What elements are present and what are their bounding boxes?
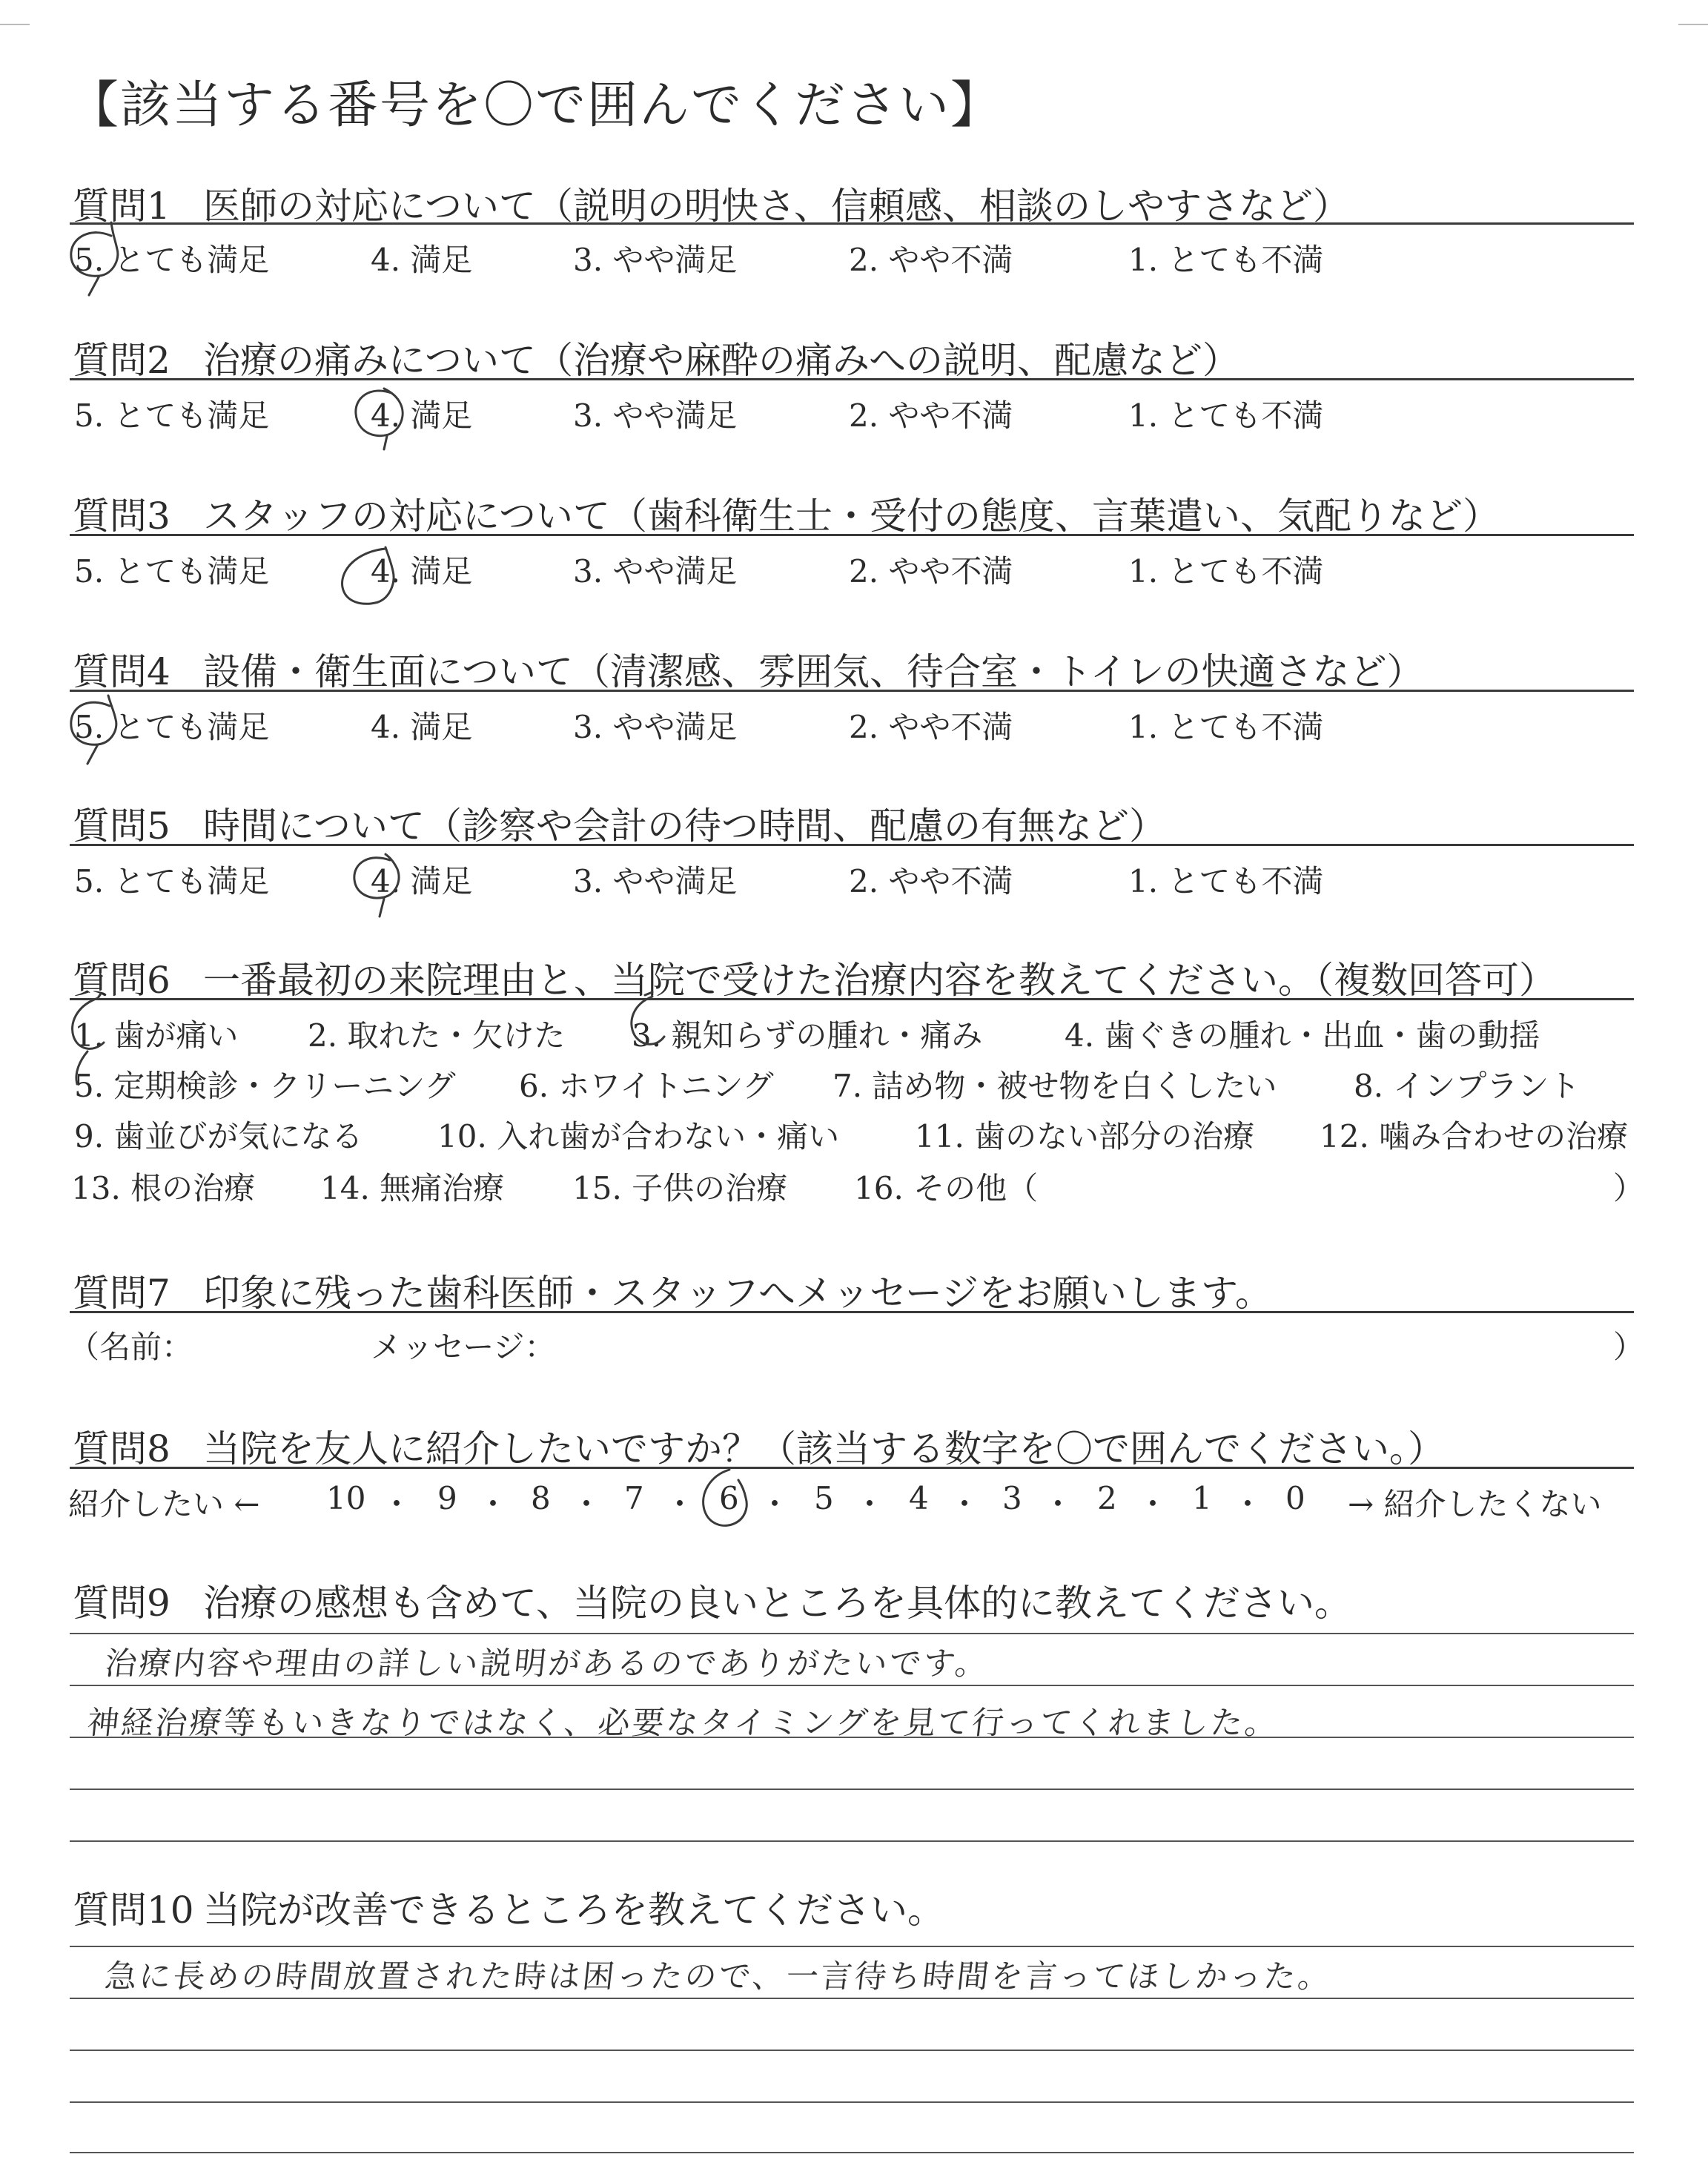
q7-message-label: メッセージ：: [371, 1329, 556, 1365]
q6-reason-11[interactable]: 11. 歯のない部分の治療: [915, 1118, 1255, 1155]
scale-left-label: 紹介したい ←: [68, 1486, 260, 1522]
question-4-text: 設備・衛生面について（清潔感、雰囲気、待合室・トイレの快適さなど）: [203, 650, 1424, 693]
q5-option-1[interactable]: 1. とても不満: [1128, 863, 1324, 899]
scale-dot: ・: [1232, 1486, 1264, 1522]
q6-selection-circle-3: [632, 992, 664, 1044]
question-5-number: 質問5: [73, 805, 171, 848]
q6-reason-10[interactable]: 10. 入れ歯が合わない・痛い: [437, 1118, 840, 1155]
q6-reason-9[interactable]: 9. 歯並びが気になる: [74, 1118, 363, 1155]
scale-dot: ・: [571, 1486, 603, 1522]
scale-number-4[interactable]: 4: [909, 1480, 929, 1516]
q6-reason-5[interactable]: 5. 定期検診・クリーニング: [74, 1068, 456, 1104]
scale-dot: ・: [381, 1486, 413, 1522]
q6-reason-2[interactable]: 2. 取れた・欠けた: [308, 1017, 566, 1054]
q9-answer-line-1[interactable]: 治療内容や理由の詳しい説明があるのでありがたいです。: [103, 1645, 991, 1682]
q3-option-5[interactable]: 5. とても満足: [74, 553, 270, 589]
q5-option-2[interactable]: 2. やや不満: [849, 863, 1013, 899]
q5-selection-circle: [354, 854, 399, 916]
q6-reason-8[interactable]: 8. インプラント: [1354, 1068, 1580, 1104]
q3-option-1[interactable]: 1. とても不満: [1128, 553, 1324, 589]
q7-close: ）: [1613, 1329, 1645, 1365]
scale-dot: ・: [1137, 1486, 1169, 1522]
q5-option-4[interactable]: 4. 満足: [371, 863, 473, 899]
question-10-number: 質問10: [73, 1889, 194, 1932]
q2-option-4[interactable]: 4. 満足: [371, 397, 473, 434]
scale-dot: ・: [759, 1486, 791, 1522]
scale-number-10[interactable]: 10: [326, 1480, 366, 1516]
question-7-number: 質問7: [73, 1272, 171, 1315]
q6-reason-7[interactable]: 7. 詰め物・被せ物を白くしたい: [833, 1068, 1277, 1104]
q6-reason-6[interactable]: 6. ホワイトニング: [519, 1068, 774, 1104]
scale-number-3[interactable]: 3: [1002, 1480, 1022, 1516]
question-6-number: 質問6: [73, 959, 171, 1002]
scale-number-6[interactable]: 6: [719, 1480, 739, 1516]
q1-option-1[interactable]: 1. とても不満: [1128, 242, 1324, 278]
q1-option-4[interactable]: 4. 満足: [371, 242, 473, 278]
q6-reason-16-close: ）: [1613, 1170, 1645, 1206]
scale-dot: ・: [949, 1486, 981, 1522]
scale-number-8[interactable]: 8: [531, 1480, 551, 1516]
q10-answer-line-1[interactable]: 急に長めの時間放置された時は困ったので、一言待ち時間を言ってほしかった。: [103, 1958, 1334, 1995]
scale-number-7[interactable]: 7: [624, 1480, 644, 1516]
scale-number-0[interactable]: 0: [1285, 1480, 1305, 1516]
q6-selection-circle-1: [73, 994, 104, 1048]
q1-option-3[interactable]: 3. やや満足: [573, 242, 738, 278]
q6-reason-4[interactable]: 4. 歯ぐきの腫れ・出血・歯の動揺: [1065, 1017, 1540, 1054]
q6-reason-14[interactable]: 14. 無痛治療: [320, 1170, 505, 1206]
q4-option-2[interactable]: 2. やや不満: [849, 709, 1013, 745]
question-1-text: 医師の対応について（説明の明快さ、信頼感、相談のしやすさなど）: [203, 185, 1350, 228]
q6-reason-16[interactable]: 16. その他（: [854, 1170, 1039, 1206]
q3-selection-circle: [342, 547, 394, 604]
q6-reason-13[interactable]: 13. 根の治療: [71, 1170, 256, 1206]
q4-option-5[interactable]: 5. とても満足: [74, 709, 270, 745]
q1-selection-circle: [71, 222, 118, 295]
question-5-text: 時間について（診察や会計の待つ時間、配慮の有無など）: [203, 805, 1166, 848]
q3-option-2[interactable]: 2. やや不満: [849, 553, 1013, 589]
q4-selection-circle: [71, 696, 116, 764]
question-9-text: 治療の感想も含めて、当院の良いところを具体的に教えてください。: [203, 1582, 1351, 1625]
q2-option-2[interactable]: 2. やや不満: [849, 397, 1013, 434]
q2-option-1[interactable]: 1. とても不満: [1128, 397, 1324, 434]
scale-right-label: → 紹介したくない: [1348, 1486, 1602, 1522]
q6-reason-1[interactable]: 1. 歯が痛い: [74, 1017, 239, 1054]
question-10-text: 当院が改善できるところを教えてください。: [203, 1889, 944, 1932]
question-1-number: 質問1: [73, 185, 171, 228]
q2-selection-circle: [356, 389, 403, 449]
q5-option-5[interactable]: 5. とても満足: [74, 863, 270, 899]
scale-number-9[interactable]: 9: [437, 1480, 457, 1516]
question-2-number: 質問2: [73, 339, 171, 382]
question-6-text: 一番最初の来院理由と、当院で受けた治療内容を教えてください。（複数回答可）: [203, 959, 1556, 1002]
question-3-number: 質問3: [73, 495, 171, 538]
q1-option-2[interactable]: 2. やや不満: [849, 242, 1013, 278]
scale-number-5[interactable]: 5: [814, 1480, 834, 1516]
scale-dot: ・: [477, 1486, 509, 1522]
q6-reason-15[interactable]: 15. 子供の治療: [572, 1170, 788, 1206]
question-4-number: 質問4: [73, 650, 171, 693]
scale-number-2[interactable]: 2: [1097, 1480, 1117, 1516]
q4-option-3[interactable]: 3. やや満足: [573, 709, 738, 745]
scale-dot: ・: [1042, 1486, 1074, 1522]
q6-reason-3[interactable]: 3. 親知らずの腫れ・痛み: [632, 1017, 983, 1054]
q2-option-5[interactable]: 5. とても満足: [74, 397, 270, 434]
scale-dot: ・: [664, 1486, 696, 1522]
q4-option-1[interactable]: 1. とても不満: [1128, 709, 1324, 745]
q2-option-3[interactable]: 3. やや満足: [573, 397, 738, 434]
question-7-text: 印象に残った歯科医師・スタッフへメッセージをお願いします。: [203, 1272, 1272, 1315]
q6-reason-12[interactable]: 12. 噛み合わせの治療: [1320, 1118, 1629, 1155]
q5-option-3[interactable]: 3. やや満足: [573, 863, 738, 899]
form-heading: 【該当する番号を〇で囲んでください】: [68, 76, 1003, 135]
q3-option-4[interactable]: 4. 満足: [371, 553, 473, 589]
q6-selection-mark-5: [76, 1051, 87, 1084]
q8-selection-circle: [704, 1470, 747, 1525]
question-2-text: 治療の痛みについて（治療や麻酔の痛みへの説明、配慮など）: [203, 339, 1239, 382]
q3-option-3[interactable]: 3. やや満足: [573, 553, 738, 589]
question-3-text: スタッフの対応について（歯科衛生士・受付の態度、言葉遣い、気配りなど）: [203, 495, 1500, 538]
question-8-text: 当院を友人に紹介したいですか？（該当する数字を〇で囲んでください。）: [203, 1427, 1445, 1470]
q1-option-5[interactable]: 5. とても満足: [74, 242, 270, 278]
scale-number-1[interactable]: 1: [1192, 1480, 1212, 1516]
scale-dot: ・: [854, 1486, 886, 1522]
q9-answer-line-2[interactable]: 神経治療等もいきなりではなく、必要なタイミングを見て行ってくれました。: [85, 1705, 1281, 1742]
question-9-number: 質問9: [73, 1582, 171, 1625]
q4-option-4[interactable]: 4. 満足: [371, 709, 473, 745]
q7-name-label: （名前：: [68, 1329, 193, 1365]
question-8-number: 質問8: [73, 1427, 171, 1470]
